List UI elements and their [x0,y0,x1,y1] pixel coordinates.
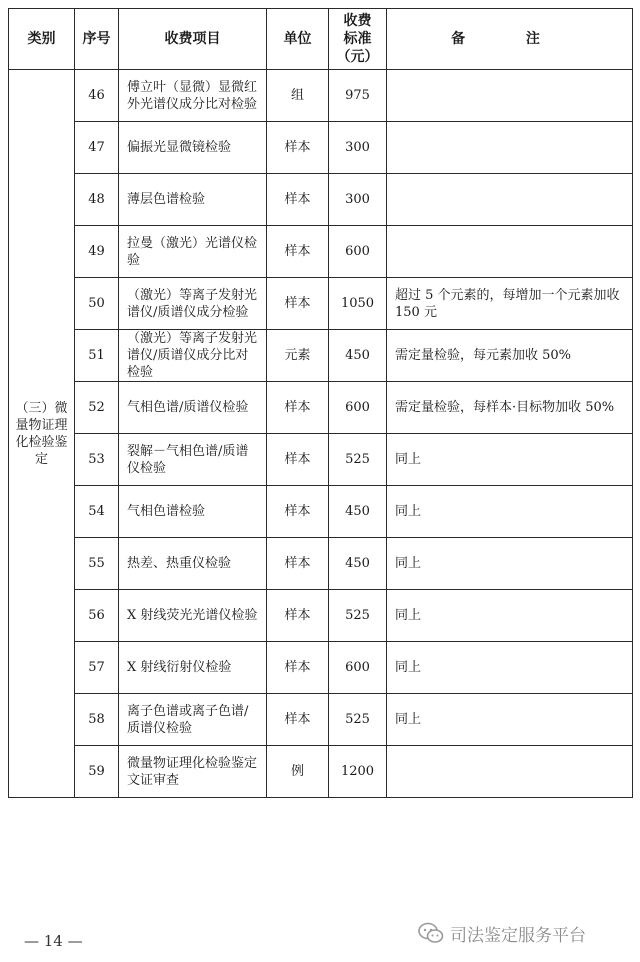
price-cell: 525 [329,694,387,746]
price-cell: 600 [329,226,387,278]
note-cell [387,70,633,122]
unit-cell: 样本 [267,278,329,330]
note-cell [387,174,633,226]
note-cell [387,122,633,174]
unit-cell: 样本 [267,434,329,486]
unit-cell: 样本 [267,694,329,746]
table-row [9,538,633,590]
unit-cell: 样本 [267,538,329,590]
seq-cell: 53 [75,434,119,486]
seq-cell: 55 [75,538,119,590]
table-row [9,174,633,226]
unit-cell: 样本 [267,226,329,278]
header-price-line: 收费 [343,13,372,29]
item-cell: （激光）等离子发射光谱仪/质谱仪成分检验 [119,278,267,330]
note-cell: 同上 [387,642,633,694]
unit-cell: 样本 [267,382,329,434]
price-cell: 600 [329,642,387,694]
price-cell: 600 [329,382,387,434]
price-cell: 975 [329,70,387,122]
note-cell: 同上 [387,486,633,538]
header-unit: 单位 [267,9,329,70]
header-row [9,9,633,70]
seq-cell: 52 [75,382,119,434]
item-cell: 气相色谱检验 [119,486,267,538]
item-cell: 热差、热重仪检验 [119,538,267,590]
table-row [9,122,633,174]
item-cell: 薄层色谱检验 [119,174,267,226]
item-cell: （激光）等离子发射光谱仪/质谱仪成分比对检验 [119,330,267,382]
note-cell [387,226,633,278]
seq-cell: 56 [75,590,119,642]
header-category: 类别 [9,9,75,70]
unit-cell: 例 [267,746,329,798]
price-cell: 450 [329,486,387,538]
price-cell: 450 [329,330,387,382]
seq-cell: 57 [75,642,119,694]
table-row [9,642,633,694]
item-cell: X 射线衍射仪检验 [119,642,267,694]
page-number: — 14 — [24,932,83,950]
note-cell: 同上 [387,434,633,486]
table-row [9,746,633,798]
table-row [9,226,633,278]
seq-cell: 46 [75,70,119,122]
price-cell: 1050 [329,278,387,330]
item-cell: 傅立叶（显微）显微红外光谱仪成分比对检验 [119,70,267,122]
table-row [9,486,633,538]
wechat-icon [418,922,444,944]
note-cell: 需定量检验，每样本·目标物加收 50% [387,382,633,434]
watermark [418,919,586,947]
seq-cell: 49 [75,226,119,278]
price-cell: 450 [329,538,387,590]
item-cell: 裂解－气相色谱/质谱仪检验 [119,434,267,486]
item-cell: X 射线荧光光谱仪检验 [119,590,267,642]
fee-table [8,8,633,798]
table-row [9,330,633,382]
header-remark: 备 注 [387,9,633,70]
price-cell: 300 [329,122,387,174]
table-row [9,70,633,122]
category-cell: （三）微量物证理化检验鉴定 [9,70,75,798]
unit-cell: 组 [267,70,329,122]
unit-cell: 样本 [267,174,329,226]
header-seq: 序号 [75,9,119,70]
table-row [9,434,633,486]
item-cell: 离子色谱或离子色谱/质谱仪检验 [119,694,267,746]
seq-cell: 51 [75,330,119,382]
item-cell: 微量物证理化检验鉴定文证审查 [119,746,267,798]
unit-cell: 元素 [267,330,329,382]
seq-cell: 54 [75,486,119,538]
table-row [9,590,633,642]
table-row [9,382,633,434]
note-cell [387,746,633,798]
header-price-line: （元） [336,49,379,65]
seq-cell: 59 [75,746,119,798]
price-cell: 300 [329,174,387,226]
item-cell: 偏振光显微镜检验 [119,122,267,174]
note-cell: 同上 [387,590,633,642]
note-cell: 超过 5 个元素的，每增加一个元素加收 150 元 [387,278,633,330]
unit-cell: 样本 [267,486,329,538]
unit-cell: 样本 [267,122,329,174]
price-cell: 525 [329,434,387,486]
unit-cell: 样本 [267,590,329,642]
header-item: 收费项目 [119,9,267,70]
watermark-text: 司法鉴定服务平台 [450,925,586,946]
note-cell: 同上 [387,694,633,746]
seq-cell: 47 [75,122,119,174]
header-price [329,9,387,70]
header-price-line: 标准 [343,31,372,47]
table-row [9,694,633,746]
item-cell: 拉曼（激光）光谱仪检验 [119,226,267,278]
seq-cell: 48 [75,174,119,226]
note-cell: 需定量检验，每元素加收 50% [387,330,633,382]
seq-cell: 50 [75,278,119,330]
price-cell: 1200 [329,746,387,798]
price-cell: 525 [329,590,387,642]
note-cell: 同上 [387,538,633,590]
table-row [9,278,633,330]
unit-cell: 样本 [267,642,329,694]
seq-cell: 58 [75,694,119,746]
item-cell: 气相色谱/质谱仪检验 [119,382,267,434]
